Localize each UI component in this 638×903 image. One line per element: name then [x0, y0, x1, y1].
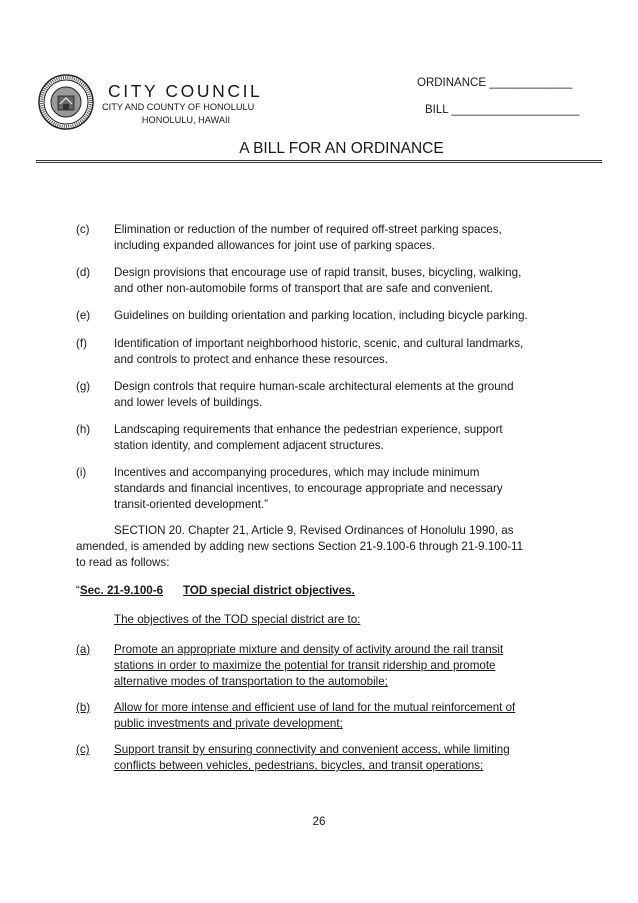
- document-title: A BILL FOR AN ORDINANCE: [239, 140, 444, 157]
- ordinance-field: ORDINANCE _____________: [417, 77, 573, 89]
- item-text: [114, 336, 574, 368]
- item-line: and other non-automobile forms of transport that are safe and convenient.: [114, 282, 493, 296]
- bill-field: BILL ____________________: [425, 104, 580, 116]
- item-text: [114, 379, 574, 411]
- item-line: conflicts between vehicles, pedestrians, bicycles, and transit operations;: [114, 759, 484, 773]
- section-20-line: to read as follows:: [76, 556, 170, 569]
- section-20-line: SECTION 20. Chapter 21, Article 9, Revised Ordinances of Honolulu 1990, as: [114, 524, 514, 537]
- item-text: [114, 265, 574, 297]
- item-label: (a): [76, 643, 91, 656]
- item-label: (f): [76, 337, 87, 350]
- item-text: [114, 700, 574, 732]
- item-line: station identity, and complement adjacent structures.: [114, 439, 384, 453]
- item-label: (i): [76, 466, 87, 479]
- header-rule: [36, 160, 602, 161]
- item-label: (d): [76, 266, 91, 279]
- section-title: TOD special district objectives.: [183, 584, 355, 597]
- open-quote: “: [76, 584, 80, 597]
- council-name: CITY COUNCIL: [108, 81, 263, 101]
- item-text: [114, 642, 574, 691]
- item-text: [114, 308, 584, 324]
- item-label: (h): [76, 423, 91, 436]
- item-line: Guidelines on building orientation and parking location, including bicycle parking.: [114, 309, 528, 322]
- section-number: Sec. 21-9.100-6: [79, 584, 164, 597]
- item-label: (e): [76, 309, 91, 322]
- item-text: [114, 222, 574, 254]
- item-label: (c): [76, 223, 90, 236]
- item-line: public investments and private development;: [114, 717, 343, 731]
- item-line: Design provisions that encourage use of rapid transit, buses, bicycling, walking,: [114, 266, 522, 279]
- section-heading: [76, 584, 355, 597]
- section-intro: The objectives of the TOD special district are to:: [114, 613, 361, 626]
- item-line: Incentives and accompanying procedures, which may include minimum: [114, 466, 480, 479]
- location: HONOLULU, HAWAII: [141, 115, 231, 125]
- item-line: stations in order to maximize the potential for transit ridership and promote: [114, 659, 496, 673]
- city-county-name: CITY AND COUNTY OF HONOLULU: [102, 102, 255, 112]
- item-line: and lower levels of buildings.: [114, 396, 263, 410]
- item-line: Identification of important neighborhood historic, scenic, and cultural landmarks,: [114, 337, 524, 350]
- item-label: (b): [76, 701, 91, 714]
- item-line: Landscaping requirements that enhance the pedestrian experience, support: [114, 423, 503, 436]
- header-rule: [36, 162, 602, 163]
- item-line: Design controls that require human-scale architectural elements at the ground: [114, 380, 514, 393]
- item-label: (g): [76, 380, 91, 393]
- item-line: alternative modes of transportation to the automobile;: [114, 675, 388, 689]
- item-line: and controls to protect and enhance these resources.: [114, 353, 388, 367]
- item-line: Elimination or reduction of the number of required off-street parking spaces,: [114, 223, 502, 236]
- item-text: [114, 465, 574, 514]
- item-text: [114, 742, 574, 774]
- item-text: [114, 422, 574, 454]
- item-line: Allow for more intense and efficient use of land for the mutual reinforcement of: [114, 701, 516, 714]
- item-line: transit-oriented development.”: [114, 498, 269, 512]
- item-line: including expanded allowances for joint use of parking spaces.: [114, 239, 435, 253]
- item-line: standards and financial incentives, to encourage appropriate and necessary: [114, 482, 503, 496]
- item-label: (c): [76, 743, 90, 756]
- page-number: 26: [312, 815, 326, 828]
- section-20-line: amended, is amended by adding new sections Section 21-9.100-6 through 21-9.100-11: [76, 540, 524, 553]
- item-line: Support transit by ensuring connectivity and convenient access, while limiting: [114, 743, 510, 756]
- item-line: Promote an appropriate mixture and density of activity around the rail transit: [114, 643, 504, 656]
